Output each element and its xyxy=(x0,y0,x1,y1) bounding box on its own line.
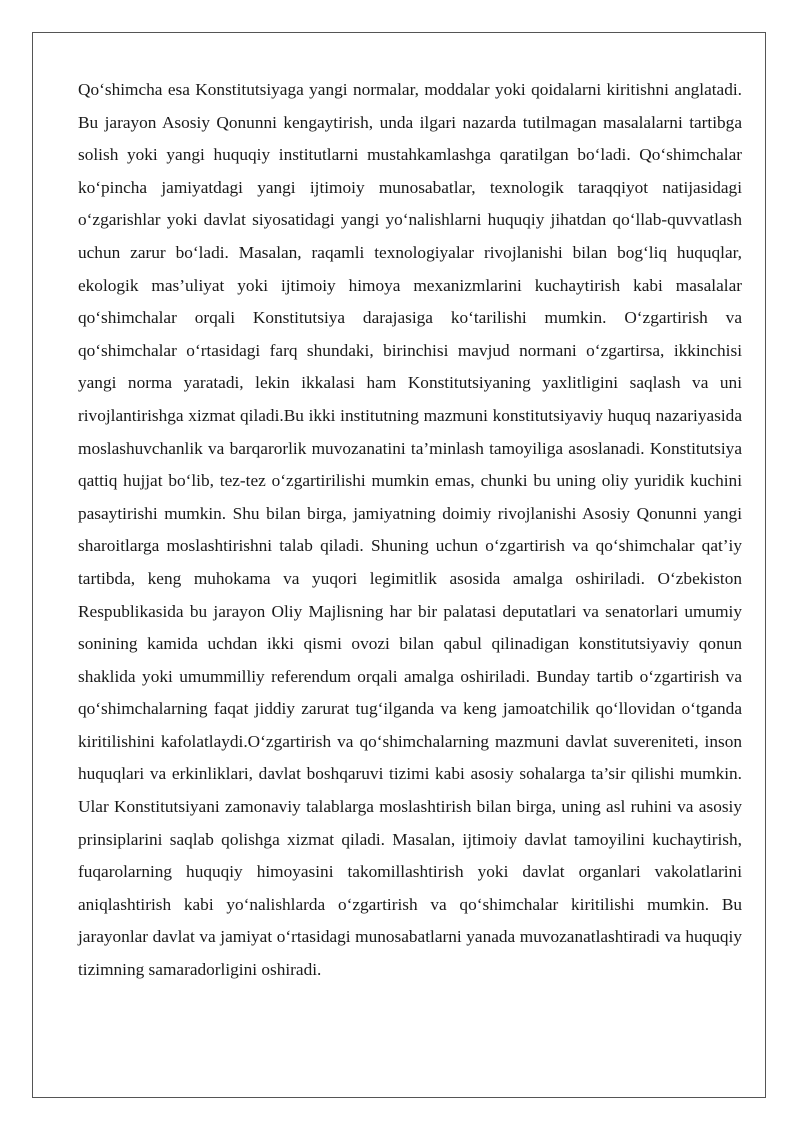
body-paragraph: Qo‘shimcha esa Konstitutsiyaga yangi normalar, moddalar yoki qoidalarni kiritishni anglatadi. Bu jarayon Asosiy Qonunni kengaytirish, unda ilgari nazarda tutilmagan masalalarni tartibga solish yoki yangi huquqiy institutlarni mustahkamlashga qaratilgan bo‘ladi. Qo‘shimchalar ko‘pincha jamiyatdagi yangi ijtimoiy munosabatlar, texnologik taraqqiyot natijasidagi o‘zgarishlar yoki davlat siyosatidagi yangi yo‘nalishlarni huquqiy jihatdan qo‘llab-quvvatlash uchun zarur bo‘ladi. Masalan, raqamli texnologiyalar rivojlanishi bilan bog‘liq huquqlar, ekologik mas’uliyat yoki ijtimoiy himoya mexanizmlarini kuchaytirish kabi masalalar qo‘shimchalar orqali Konstitutsiya darajasiga ko‘tarilishi mumkin. O‘zgartirish va qo‘shimchalar o‘rtasidagi farq shundaki, birinchisi mavjud normani o‘zgartirsa, ikkinchisi yangi norma yaratadi, lekin ikkalasi ham Konstitutsiyaning yaxlitligini saqlash va uni rivojlantirishga xizmat qiladi.Bu ikki institutning mazmuni konstitutsiyaviy huquq nazariyasida moslashuvchanlik va barqarorlik muvozanatini ta’minlash tamoyiliga asoslanadi. Konstitutsiya qattiq hujjat bo‘lib, tez-tez o‘zgartirilishi mumkin emas, chunki bu uning oliy yuridik kuchini pasaytirishi mumkin. Shu bilan birga, jamiyatning doimiy rivojlanishi Asosiy Qonunni yangi sharoitlarga moslashtirishni talab qiladi. Shuning uchun o‘zgartirish va qo‘shimchalar qat’iy tartibda, keng muhokama va yuqori legimitlik asosida amalga oshiriladi. O‘zbekiston Respublikasida bu jarayon Oliy Majlisning har bir palatasi deputatlari va senatorlari umumiy sonining kamida uchdan ikki qismi ovozi bilan qabul qilinadigan konstitutsiyaviy qonun shaklida yoki umummilliy referendum orqali amalga oshiriladi. Bunday tartib o‘zgartirish va qo‘shimchalarning faqat jiddiy zarurat tug‘ilganda va keng jamoatchilik qo‘llovidan o‘tganda kiritilishini kafolatlaydi.O‘zgartirish va qo‘shimchalarning mazmuni davlat suvereniteti, inson huquqlari va erkinliklari, davlat boshqaruvi tizimi kabi asosiy sohalarga ta’sir qilishi mumkin. Ular Konstitutsiyani zamonaviy talablarga moslashtirish bilan birga, uning asl ruhini va asosiy prinsiplarini saqlab qolishga xizmat qiladi. Masalan, ijtimoiy davlat tamoyilini kuchaytirish, fuqarolarning huquqiy himoyasini takomillashtirish yoki davlat organlari vakolatlarini aniqlashtirish kabi yo‘nalishlarda o‘zgartirish va qo‘shimchalar kiritilishi mumkin. Bu jarayonlar davlat va jamiyat o‘rtasidagi munosabatlarni yanada muvozanatlashtiradi va huquqiy tizimning samaradorligini oshiradi. xyxy=(78,80,742,980)
